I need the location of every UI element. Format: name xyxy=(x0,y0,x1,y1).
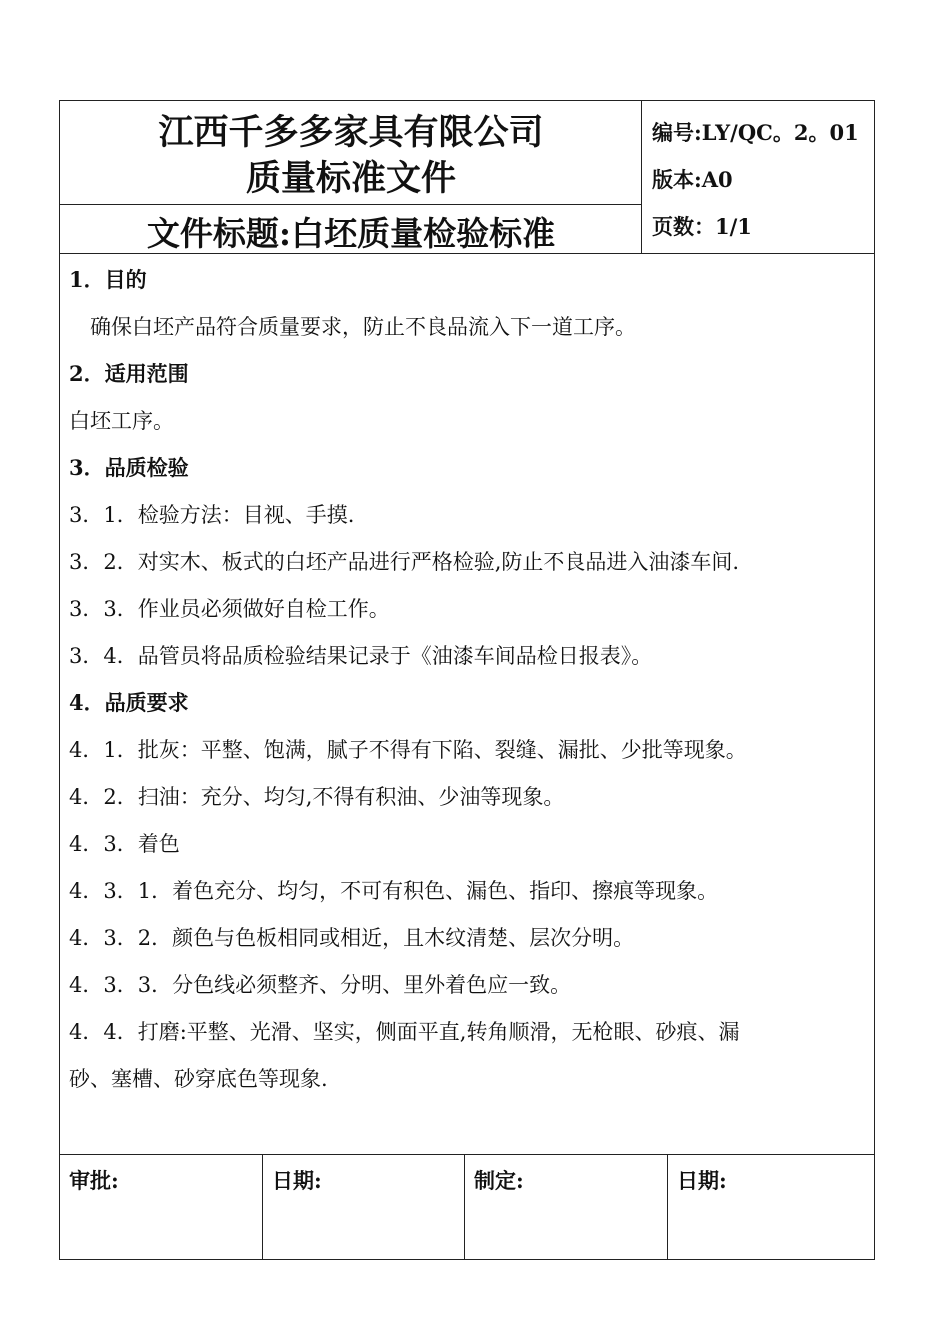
prepare-date-label: 日期: xyxy=(677,1168,727,1193)
body-line: 3．2．对实木、板式的白坯产品进行严格检验,防止不良品进入油漆车间. xyxy=(69,550,740,574)
document-title: 文件标题:白坯质量检验标准 xyxy=(146,214,556,253)
body-line: 白坯工序。 xyxy=(69,409,174,433)
title-cell xyxy=(60,205,642,254)
body-line: 4．3．着色 xyxy=(69,832,180,856)
document-version: 版本:A0 xyxy=(652,167,733,192)
approve-cell xyxy=(60,1155,263,1260)
approve-date-cell xyxy=(263,1155,465,1260)
document-number: 编号:LY/QC。2。01 xyxy=(652,120,859,145)
body-line: 4．2．扫油：充分、均匀,不得有积油、少油等现象。 xyxy=(69,785,565,809)
section-heading: 2．适用范围 xyxy=(69,361,189,386)
body-line: 4．1．批灰：平整、饱满，腻子不得有下陷、裂缝、漏批、少批等现象。 xyxy=(69,738,747,762)
body-line: 确保白坯产品符合质量要求，防止不良品流入下一道工序。 xyxy=(69,315,636,339)
body-line: 3．3．作业员必须做好自检工作。 xyxy=(69,597,390,621)
body-line: 4．3．3．分色线必须整齐、分明、里外着色应一致。 xyxy=(69,973,572,997)
quality-standard-document xyxy=(59,100,875,1260)
section-heading: 3．品质检验 xyxy=(69,455,189,480)
prepare-label: 制定: xyxy=(474,1168,524,1193)
document-type: 质量标准文件 xyxy=(245,158,456,199)
document-meta xyxy=(642,101,874,254)
signoff-row xyxy=(60,1154,874,1259)
body-line: 3．1．检验方法：目视、手摸. xyxy=(69,503,355,527)
approve-date-label: 日期: xyxy=(272,1168,322,1193)
body-line: 砂、塞槽、砂穿底色等现象. xyxy=(69,1067,328,1091)
body-line: 4．3．1．着色充分、均匀，不可有积色、漏色、指印、擦痕等现象。 xyxy=(69,879,719,903)
page-count: 页数：1/1 xyxy=(652,214,752,239)
company-name: 江西千多多家具有限公司 xyxy=(158,112,544,153)
body-line: 4．4．打磨:平整、光滑、坚实，侧面平直,转角顺滑，无枪眼、砂痕、漏 xyxy=(69,1020,740,1044)
approve-label: 审批: xyxy=(69,1168,119,1193)
company-header xyxy=(60,101,642,205)
prepare-date-cell xyxy=(668,1155,874,1260)
section-heading: 1．目的 xyxy=(69,267,147,292)
body-line: 3．4．品管员将品质检验结果记录于《油漆车间品检日报表》。 xyxy=(69,644,653,668)
body-line: 4．3．2．颜色与色板相同或相近，且木纹清楚、层次分明。 xyxy=(69,926,635,950)
section-heading: 4．品质要求 xyxy=(69,690,189,715)
prepare-cell xyxy=(465,1155,668,1260)
